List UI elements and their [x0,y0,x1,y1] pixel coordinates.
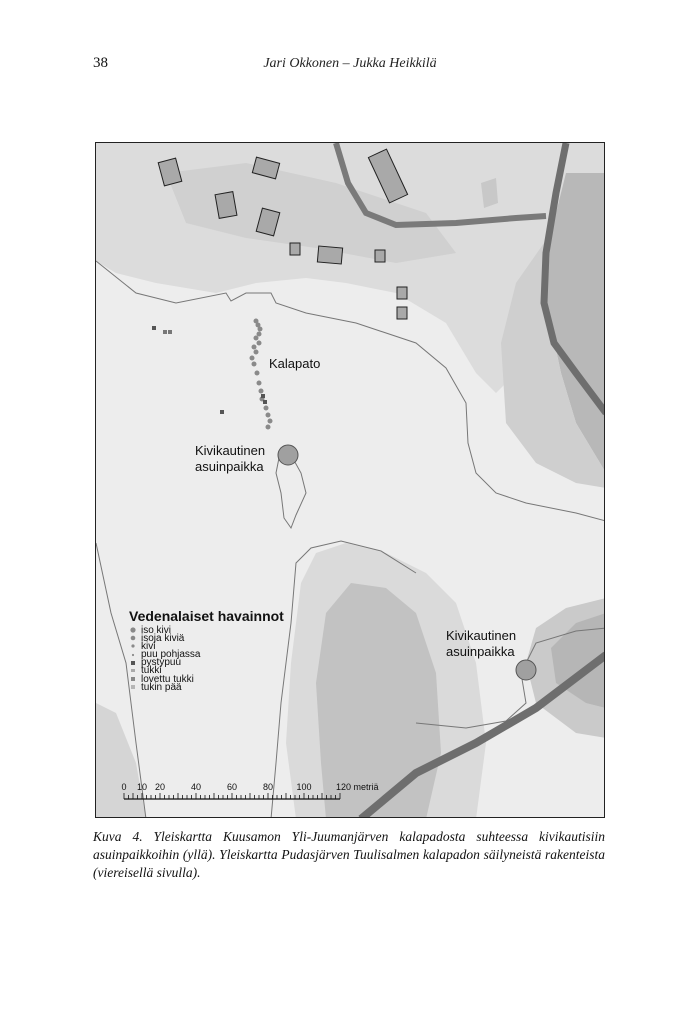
scale-label: 10 [136,782,148,792]
obs-stone [257,341,262,346]
obs-stone [252,362,257,367]
building [397,307,407,319]
scale-label: 40 [190,782,202,792]
map-svg [96,143,605,818]
building [215,192,237,219]
scale-label: 20 [154,782,166,792]
label-site2-line2: asuinpaikka [446,644,515,659]
obs-stone [255,371,260,376]
scale-label: 120 metriä [336,782,379,792]
obs-stone [254,350,259,355]
legend-symbol-log [131,669,135,672]
obs-stone [259,389,264,394]
obs-stone [257,381,262,386]
legend-label: puu pohjassa [141,649,201,660]
legend-symbol-upright-post [131,661,135,665]
label-site2-line1: Kivikautinen [446,628,517,643]
site-marker-2 [516,660,536,680]
legend-label: isoja kiviä [141,633,185,644]
obs-stone [257,332,262,337]
obs-stone [268,419,273,424]
map-figure [95,142,605,818]
obs-stone [266,413,271,418]
label-fish-weir: Kalapato [269,356,321,371]
legend-title: Vedenalaiset havainnot [129,608,284,624]
obs-upright-post [220,410,224,414]
legend-symbol-stone [131,644,134,647]
legend-label: iso kivi [141,625,172,636]
figure-caption: Kuva 4. Yleiskartta Kuusamon Yli-Juumanjärven kalapadosta suhteessa kivikautisiin asuinpaikkoihin (yllä). Yleiskartta Pudasjärven Tuulisalmen kalapadon säilyneistä rakenteista (viereisellä sivulla). [93,829,605,880]
site-marker-1 [278,445,298,465]
land-north-shade-2 [481,178,498,208]
legend-label: lovettu tukki [141,674,194,685]
building [397,287,407,299]
obs-stone [258,327,263,332]
obs-stone [252,345,257,350]
scale-label: 80 [262,782,274,792]
legend-symbol-sunken-wood [132,654,134,656]
building [375,250,385,262]
label-site1-line2: asuinpaikka [195,459,264,474]
obs-upright-post [261,394,265,398]
legend-symbol-notched-log [131,677,135,681]
obs-log [168,330,172,334]
obs-stone [250,356,255,361]
legend-label: kivi [141,641,156,652]
obs-stone [266,425,271,430]
obs-upright-post [263,400,267,404]
legend-symbol-large-stone [130,627,135,632]
obs-stone [254,336,259,341]
obs-log [163,330,167,334]
scale-label: 100 [296,782,312,792]
legend-label: pystypuu [141,657,182,668]
label-site1-line1: Kivikautinen [195,443,266,458]
legend-symbol-stones [131,636,136,641]
legend-symbol-log-end [131,685,135,689]
obs-stone [264,406,269,411]
scale-label: 0 [121,782,127,792]
obs-upright-post [152,326,156,330]
page-number: 38 [93,55,108,71]
legend-label: tukin pää [141,682,182,693]
building [290,243,300,255]
legend-label: tukki [141,665,162,676]
scale-label: 60 [226,782,238,792]
building [317,246,342,264]
running-head: Jari Okkonen – Jukka Heikkilä [263,56,437,71]
